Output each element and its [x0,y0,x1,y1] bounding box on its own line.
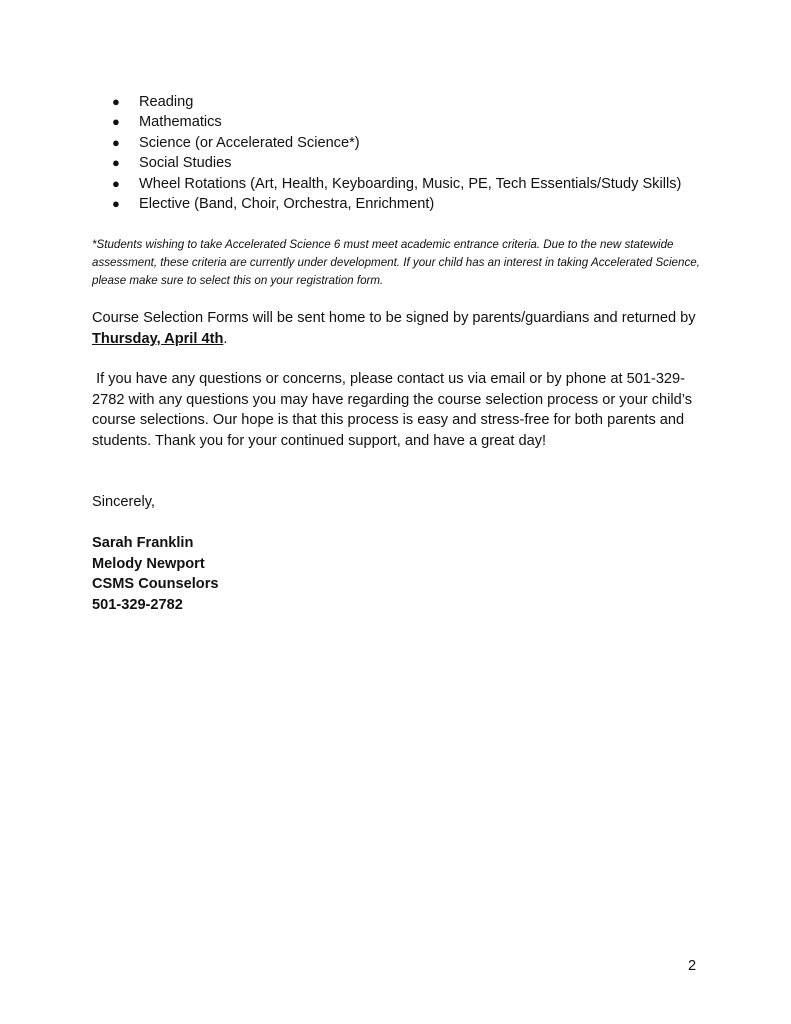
list-item-text: Reading [139,94,194,110]
accelerated-science-footnote: *Students wishing to take Accelerated Science 6 must meet academic entrance criteria. Due to the new statewide assessment, these criteria are currently under development. If your child has an interest in taking Accelerated Science, please make sure to select this on your registration form. [92,238,700,288]
bullet-icon: ● [112,196,120,212]
list-item [112,194,712,214]
list-item [112,92,712,112]
bullet-icon: ● [112,155,120,171]
course-list [112,92,712,214]
signer-phone: 501-329-2782 [92,596,183,613]
signer-title: CSMS Counselors [92,576,219,592]
forms-text-end: . [223,330,228,347]
list-item-text: Wheel Rotations (Art, Health, Keyboarding, Music, PE, Tech Essentials/Study Skills) [139,175,682,192]
list-item-text: Mathematics [139,114,222,131]
signer-name: Sarah Franklin [92,535,194,551]
bullet-icon: ● [112,94,120,109]
list-item-text: Science (or Accelerated Science*) [139,134,360,151]
signer-name: Melody Newport [92,555,205,572]
list-item [112,133,712,153]
list-item [112,112,712,132]
page-number: 2 [688,958,697,974]
list-item [112,174,712,194]
forms-text: Course Selection Forms will be sent home to be signed by parents/guardians and returned by [92,310,696,326]
bullet-icon: ● [112,134,120,150]
list-item-text: Elective (Band, Choir, Orchestra, Enrichment) [139,196,435,213]
forms-paragraph [92,308,712,349]
list-item [112,153,712,173]
bullet-icon: ● [112,114,120,130]
questions-paragraph: If you have any questions or concerns, please contact us via email or by phone at 501-329-2782 with any questions you may have regarding the course selection process or your child’s course selections. Our hope is that this process is easy and stress-free for both parents and students. Thank you for your continued support, and have a great day! [92,371,697,449]
list-item-text: Social Studies [139,155,232,172]
bullet-icon: ● [112,175,120,191]
closing-salutation: Sincerely, [92,494,155,510]
signature-block [92,533,492,615]
deadline-date: Thursday, April 4th [92,330,224,347]
